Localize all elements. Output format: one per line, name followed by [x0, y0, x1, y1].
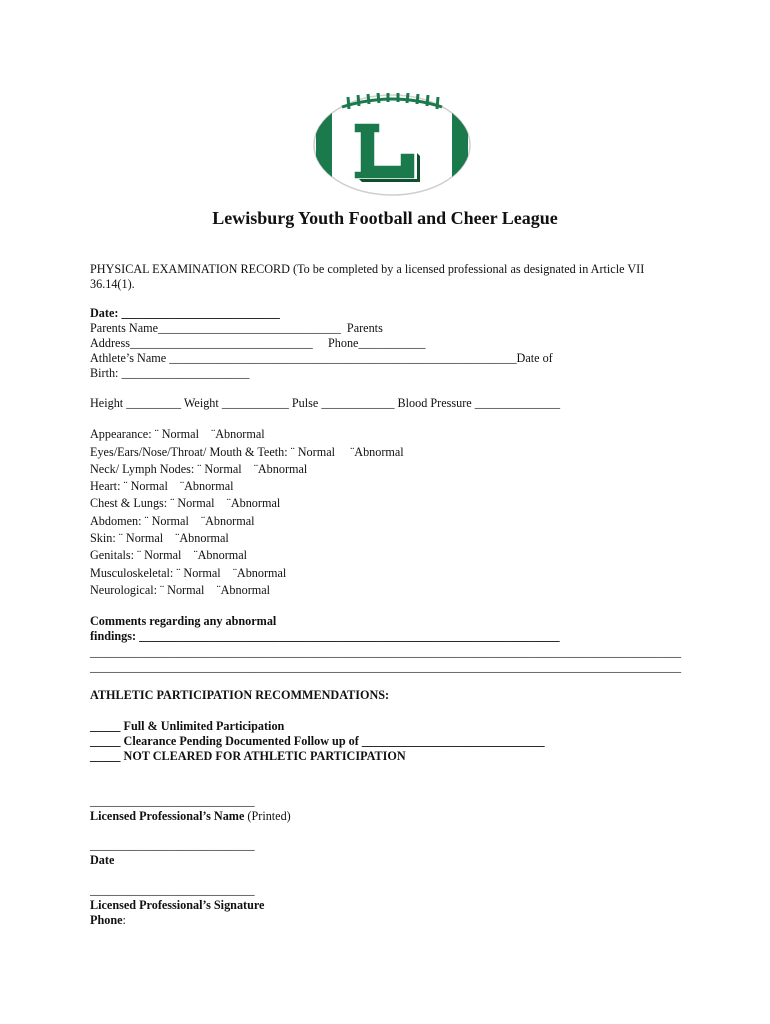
- phone-colon: :: [122, 913, 126, 927]
- league-logo: [312, 93, 472, 197]
- recommendations-heading: ATHLETIC PARTICIPATION RECOMMENDATIONS:: [90, 688, 390, 702]
- comments-line-3: _________________________________________________________________________________________________: [90, 660, 682, 674]
- page-title: Lewisburg Youth Football and Cheer League: [212, 208, 558, 228]
- intro-text: PHYSICAL EXAMINATION RECORD (To be completed by a licensed professional as designated in Article VII 36.14(1).: [90, 262, 645, 291]
- birth-field: Birth: _____________________: [90, 366, 250, 380]
- option-clearance-pending: _____ Clearance Pending Documented Follow up of ______________________________: [90, 734, 545, 748]
- phone-caption: [90, 913, 126, 928]
- parents-name-field: Parents Name______________________________ Parents: [90, 321, 383, 335]
- exam-item-genitals: Genitals: ¨ Normal ¨Abnormal: [90, 548, 248, 562]
- name-signature-line: ___________________________: [90, 794, 255, 808]
- signature-label: Licensed Professional’s Signature: [90, 898, 265, 912]
- printed-note: (Printed): [244, 809, 291, 823]
- date-field: Date: __________________________: [90, 306, 280, 320]
- exam-item-neck: Neck/ Lymph Nodes: ¨ Normal ¨Abnormal: [90, 462, 308, 476]
- vitals-line: Height _________ Weight ___________ Pulse ____________ Blood Pressure ______________: [90, 396, 561, 410]
- option-full-participation: _____ Full & Unlimited Participation: [90, 719, 285, 733]
- exam-item-musculoskeletal: Musculoskeletal: ¨ Normal ¨Abnormal: [90, 566, 287, 580]
- exam-item-eent: Eyes/Ears/Nose/Throat/ Mouth & Teeth: ¨ Normal ¨Abnormal: [90, 445, 404, 459]
- exam-item-abdomen: Abdomen: ¨ Normal ¨Abnormal: [90, 514, 255, 528]
- exam-item-chest: Chest & Lungs: ¨ Normal ¨Abnormal: [90, 496, 281, 510]
- address-phone-field: Address______________________________ Phone___________: [90, 336, 426, 350]
- exam-item-appearance: Appearance: ¨ Normal ¨Abnormal: [90, 427, 265, 441]
- option-not-cleared: _____ NOT CLEARED FOR ATHLETIC PARTICIPATION: [90, 749, 406, 763]
- exam-item-skin: Skin: ¨ Normal ¨Abnormal: [90, 531, 229, 545]
- professional-name-caption: [90, 809, 291, 824]
- date-label: Date: [90, 853, 115, 867]
- findings-line: findings: _____________________________________________________________________: [90, 629, 560, 643]
- professional-name-label: Licensed Professional’s Name: [90, 809, 245, 823]
- exam-item-heart: Heart: ¨ Normal ¨Abnormal: [90, 479, 234, 493]
- signature-line: ___________________________: [90, 883, 255, 897]
- comments-label: Comments regarding any abnormal: [90, 614, 277, 628]
- exam-item-neurological: Neurological: ¨ Normal ¨Abnormal: [90, 583, 271, 597]
- comments-line-2: _________________________________________________________________________________________________: [90, 645, 682, 659]
- date-signature-line: ___________________________: [90, 838, 255, 852]
- athlete-name-field: Athlete’s Name _________________________________________________________Date of: [90, 351, 553, 365]
- phone-label: Phone: [90, 913, 123, 927]
